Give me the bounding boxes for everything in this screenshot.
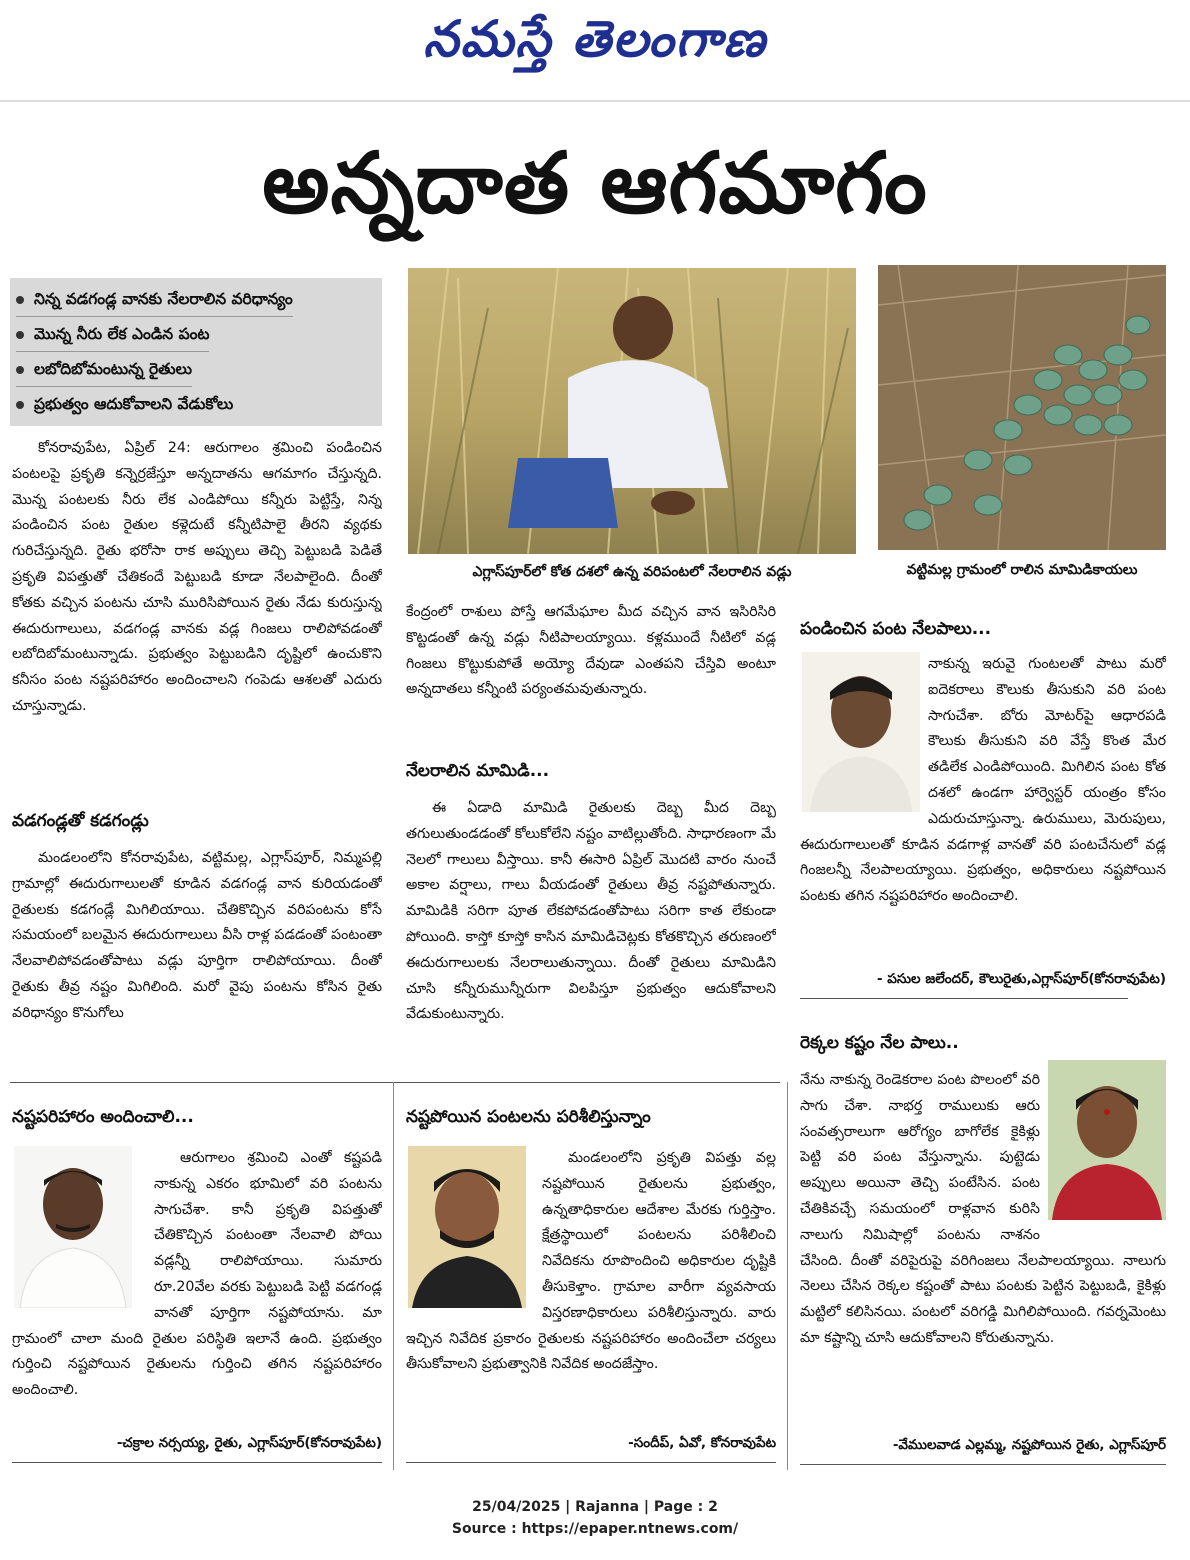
mango-photo [878,265,1166,550]
highlight-item: లబోదిబోమంటున్న రైతులు [16,354,192,384]
mamidi-article [406,796,776,1072]
parishilistunnam-article [406,1146,776,1426]
divider [12,1462,382,1463]
divider [800,998,1128,999]
paddy-field-photo [408,268,856,554]
paddy-caption: ఎగ్లాస్‌పూర్‌లో కోత దశలో ఉన్న వరిపంటలో నేలరాలిన వడ్లు [472,564,792,580]
column-divider [787,1082,788,1470]
mango-caption: వట్టిమల్ల గ్రామంలో రాలిన మామిడికాయలు [906,562,1138,578]
pandinchina-credit: - పసుల జలేందర్, కౌలురైతు,ఎగ్లాస్‌పూర్(కోనరావుపేట) [877,971,1166,987]
subhead-rekkala: రెక్కల కష్టం నేల పాలు.. [800,1033,959,1053]
divider [406,1462,776,1463]
divider [800,1464,1166,1465]
vadagandla-article [12,846,382,1078]
rekkala-credit: -వేములవాడ ఎల్లమ్మ, నష్టపోయిన రైతు, ఎగ్లాస్‌పూర్ [892,1437,1166,1453]
headline [30,118,1160,248]
highlight-item: నిన్న వడగండ్ల వానకు నేలరాలిన వరిధాన్యం [16,284,293,314]
masthead [0,0,1190,78]
subhead-parishilistunnam: నష్టపోయిన పంటలను పరిశీలిస్తున్నాం [406,1107,651,1127]
pandinchina-body: నాకున్న ఇరువై గుంటలతో పాటు మరో ఐదెకరాలు కౌలుకు తీసుకుని వరి పంట సాగుచేశా. బోరు మోటర్‌పై ఆధారపడి కౌలుకు తీసుకుని వరి వేస్తే కొంత మేర తడిలేక ఎండిపోయింది. మిగిలిన పంట కోత దశలో ఉండగా హార్వెస్టర్ యంత్రం కోసం ఎదురుచూస్తున్నా. ఉరుములు, మెరుపులు, ఈదురుగాలులతో కూడిన వడగాళ్ల వానతో వరి పంటచేనులో వడ్ల గింజలన్నీ నేలపాలయ్యాయి. ప్రభుత్వం, అధికారులు నష్టపోయిన పంటకు తగిన నష్టపరిహారం అందించాలి. [800,656,1166,905]
lead-article [12,436,382,792]
bullet-icon [16,366,24,374]
parishilistunnam-body: మండలంలోని ప్రకృతి విపత్తు వల్ల నష్టపోయిన రైతులను ప్రభుత్వం, ఉన్నతాధికారుల ఆదేశాల మేరకు గుర్తిస్తాం. క్షేత్రస్థాయిలో పంటలను పరిశీలించి నివేదికను రూపొందించి అధికారుల దృష్టికి తీసుకెళ్తాం. గ్రామాల వారీగా వ్యవసాయ విస్తరణాధికారులు పరిశీలిస్తున్నారు. వారు ఇచ్చిన నివేదిక ప్రకారం రైతులకు నష్టపరిహారం అందించేలా చర్యలు తీసుకోవాలని ప్రభుత్వానికి నివేదిక అందజేస్తాం. [406,1150,776,1373]
fallen-mangoes-image [878,265,1166,550]
pandinchina-article [800,652,1166,964]
nashtapariharam-credit: -చక్రాల నర్సయ్య, రైతు, ఎగ్లాస్‌పూర్(కోనరావుపేట) [116,1435,382,1451]
highlights-box [10,278,382,426]
highlight-item: ప్రభుత్వం ఆదుకోవాలని వేడుకోలు [16,389,233,419]
bullet-icon [16,331,24,339]
footer-source[interactable]: Source : https://epaper.ntnews.com/ [451,1521,739,1537]
continuation-body: కేంద్రంలో రాశులు పోస్తే ఆగమేఘాల మీద వచ్చిన వాన ఇసిరిసిరి కొట్టడంతో ఉన్న వడ్లు నీటిపాలయ్యాయి. కళ్లముందే నీటిలో వడ్ల గింజలు కొట్టుకుపోతే అయ్యో దేవుడా ఎంతపని చేస్తివి అంటూ అన్నదాతలు కన్నీంటి పర్యంతమవుతున్నారు. [406,604,776,698]
mamidi-body: ఈ ఏడాది మామిడి రైతులకు దెబ్బ మీద దెబ్బ తగులుతుండడంతో కోలుకోలేని నష్టం వాటిల్లుతోంది. సాధారణంగా మే నెలలో గాలులు వీస్తాయి. కానీ ఈసారి ఏప్రిల్ మొదటి వారం నుంచే అకాల వర్షాలు, గాలు వీయడంతో రైతులు తీవ్ర నష్టపోతున్నారు. మామిడికి సరిగా పూత లేకపోవడంతోపాటు సరిగా కాత లేకుండా పోయింది. కాస్తో కూస్తో కాసిన మామిడిచెట్లకు కోతకొచ్చిన తరుణంలో ఈదురుగాలులకు నేలరాలుతున్నాయి. దీంతో రైతులు మామిడిని చూసి కన్నీరుమున్నీరుగా విలపిస్తూ ప్రభుత్వం ఆదుకోవాలని వేడుకుంటున్నారు. [406,800,776,1023]
vadagandla-body: మండలంలోని కోనరావుపేట, వట్టిమల్ల, ఎగ్లాస్‌పూర్, నిమ్మపల్లి గ్రామాల్లో ఈదురుగాలులతో కూడిన వడగండ్ల వాన కురియడంతో రైతులకు కడగండ్లే మిగిలియాయి. చేతికొచ్చిన వరిపంటను కోసే సమయంలో బలమైన ఈదురుగాలులు వీసి రాళ్ల పడడంతో పంటంతా నేలవాలిపోవడంతోపాటు వడ్లు పూర్తిగా రాలిపోయాయి. దీంతో రైతుకు తీవ్ర నష్టం మిగిలింది. మరో వైపు పంటను కోసిన రైతు వరిధాన్యం కొనుగోలు [12,850,382,1021]
divider [10,1082,780,1083]
subhead-nashtapariharam: నష్టపరిహారం అందించాలి... [12,1107,194,1127]
footer [0,1496,1190,1540]
rekkala-article [800,1068,1166,1428]
nashtapariharam-article [12,1146,382,1426]
paddy-field-image [408,268,856,554]
footer-edition: 25/04/2025 | Rajanna | Page : 2 [472,1499,718,1515]
subhead-pandinchina: పండించిన పంట నేలపాలు... [800,619,992,639]
lead-body: కోనరావుపేట, ఏప్రిల్ 24: ఆరుగాలం శ్రమించి పండించిన పంటలపై ప్రకృతి కన్నెర్రజేస్తూ అన్నదాతను ఆగమాగం చేస్తున్నది. మొన్న పంటలకు నీరు లేక ఎండిపోయి కన్నీరు పెట్టిస్తే, నిన్న పండించిన పంట రైతుల కళ్లెదుటే కన్నీటిపాలై తీరని వ్యథకు గురిచేస్తున్నది. రైతు భరోసా రాక అప్పులు తెచ్చి పెట్టుబడి పెడితే ప్రకృతి విపత్తుతో చేతికందే పెట్టుబడి కూడా నేలపాలైంది. దీంతో కోతకు వచ్చిన పంటను చూసి మురిసిపోయిన రైతు నేడు కురుస్తున్న ఈదురుగాలులు, వడగండ్ల వానకు వడ్ల గింజలు రాలిపోవడంతో లబోదిబోమంటున్నాడు. ప్రభుత్వం పెట్టుబడిని దృష్టిలో ఉంచుకొని కనీసం పంట నష్టపరిహారం అందించాలని గంపెడు ఆశలతో ఎదురు చూస్తున్నాడు. [12,440,382,714]
middle-continuation [406,600,776,742]
bullet-icon [16,401,24,409]
parishilistunnam-credit: -సందీప్, ఏవో, కోనరావుపేట [628,1435,776,1451]
nashtapariharam-body: ఆరుగాలం శ్రమించి ఎంతో కష్టపడి నాకున్న ఎకరం భూమిలో వరి పంటను సాగుచేశా. కానీ ప్రకృతి విపత్తుతో చేతికొచ్చిన పంటంతా నేలవాలి పోయి వడ్లన్నీ రాలిపోయాయి. సుమారు రూ.20వేల వరకు పెట్టుబడి పెట్టి వడగండ్ల వానతో పూర్తిగా నష్టపోయాను. మా గ్రామంలో చాలా మంది రైతుల పరిస్థితి ఇలానే ఉంది. ప్రభుత్వం గుర్తించి నష్టపోయిన రైతులను గుర్తించి తగిన నష్టపరిహారం అందించాలి. [12,1150,382,1399]
masthead-divider [0,100,1190,102]
newspaper-name: నమస్తే తెలంగాణ [423,9,767,68]
subhead-mamidi: నేలరాలిన మామిడి... [406,761,550,781]
headline-text: అన్నదాత ఆగమాగం [262,134,928,232]
subhead-vadagandla: వడగండ్లతో కడగండ్లు [12,811,149,831]
highlight-item: మొన్న నీరు లేక ఎండిన పంట [16,319,209,349]
bullet-icon [16,296,24,304]
rekkala-body: నేను నాకున్న రెండెకరాల పంట పొలంలో వరి సాగు చేశా. నాభర్త రాములుకు ఆరు సంవత్సరాలుగా ఆరోగ్యం బాగోలేక కైకిళ్లు పెట్టి వరి పంట వేస్తున్నాను. పుట్టెడు అప్పులు అయినా తెచ్చి పంటేసిన. పంట చేతికివచ్చే సమయంలో రాళ్లవాన కురిసి నాలుగు నిమిషాల్లో పంటను నాశనం చేసింది. దీంతో వరిపైరుపై వరిగింజలు నేలపాలయ్యాయి. నాలుగు నెలలు చేసిన రెక్కల కష్టంతో పాటు పంటకు పెట్టిన పెట్టుబడి, కైకిళ్లు మట్టిలో కలిసినయి. పంటలో వరిగడ్డి మిగిలిపోయింది. గవర్నమెంటు మా కష్టాన్ని చూసి ఆదుకోవాలని కోరుతున్నాను. [800,1072,1166,1346]
column-divider [393,1082,394,1470]
